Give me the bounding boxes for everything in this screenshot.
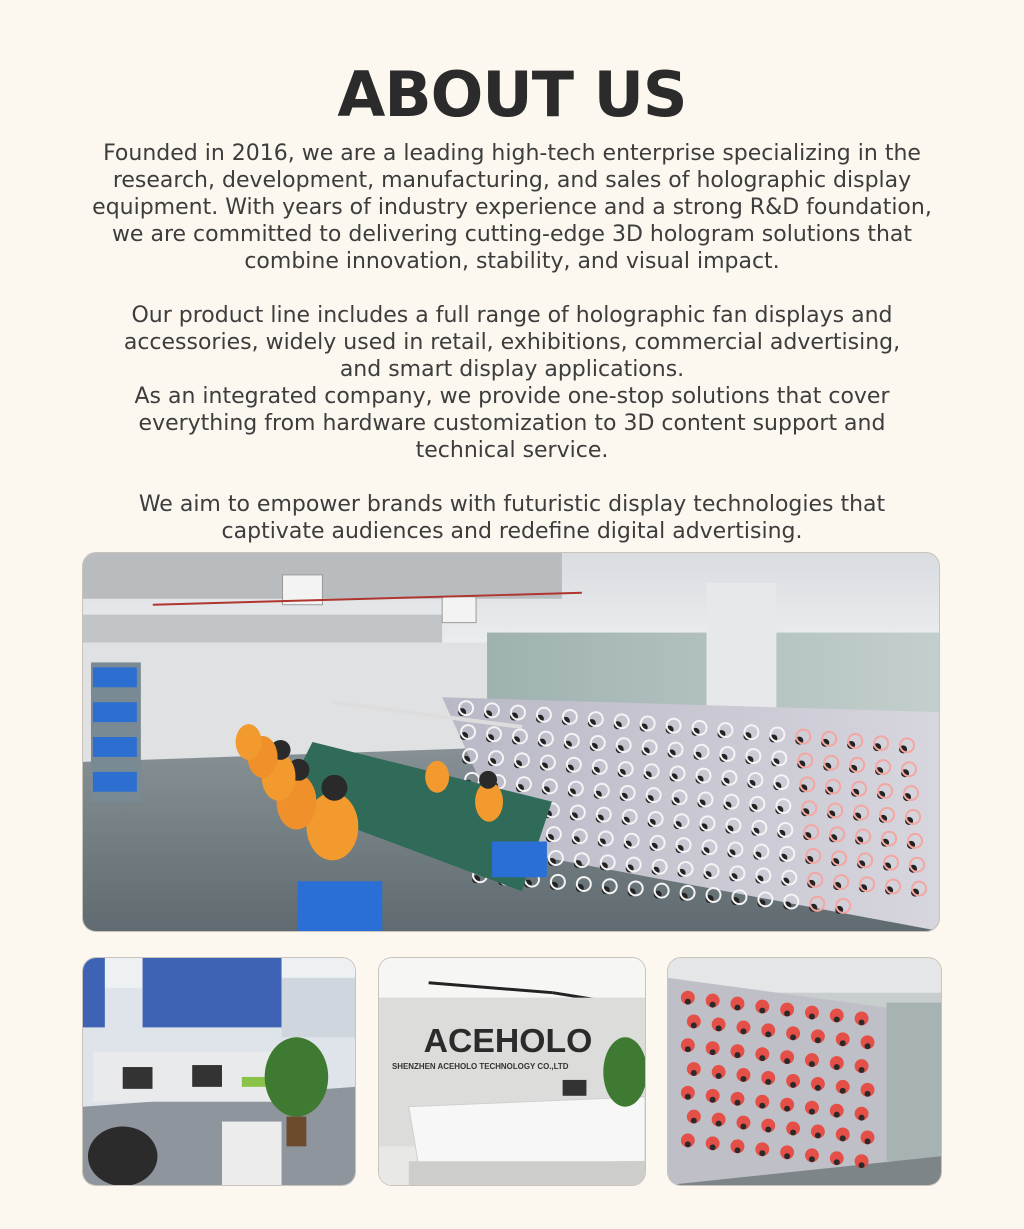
product-line: As an integrated company, we provide one-stop solutions that cover xyxy=(134,384,890,409)
intro-line: we are committed to delivering cutting-edge 3D hologram solutions that xyxy=(111,222,913,247)
reception-illustration xyxy=(379,958,645,1185)
intro-line: research, development, manufacturing, and sales of holographic display xyxy=(112,168,912,193)
product-line: everything from hardware customization to 3D content support and xyxy=(138,411,886,436)
intro-line: combine innovation, stability, and visual impact. xyxy=(244,249,780,274)
mission-line: We aim to empower brands with futuristic display technologies that xyxy=(138,492,886,517)
intro-line: Founded in 2016, we are a leading high-tech enterprise specializing in the xyxy=(103,141,921,166)
fan-display-illustration xyxy=(668,958,941,1185)
about-description xyxy=(92,140,932,545)
company-subtitle: SHENZHEN ACEHOLO TECHNOLOGY CO.,LTD xyxy=(392,1062,569,1072)
product-line: Our product line includes a full range of holographic fan displays and xyxy=(131,303,893,328)
fan-display-wall-photo xyxy=(667,957,942,1186)
product-line: accessories, widely used in retail, exhibitions, commercial advertising, xyxy=(123,330,901,355)
product-line: technical service. xyxy=(415,438,609,463)
mission-line: captivate audiences and redefine digital advertising. xyxy=(221,519,803,544)
intro-line: equipment. With years of industry experience and a strong R&D foundation, xyxy=(92,195,932,220)
company-logo: ACEHOLO xyxy=(423,1022,593,1061)
office-illustration xyxy=(83,958,355,1185)
page-title: ABOUT US xyxy=(337,58,687,131)
factory-floor-photo xyxy=(82,552,940,932)
reception-photo xyxy=(378,957,646,1186)
office-photo xyxy=(82,957,356,1186)
product-line: and smart display applications. xyxy=(339,357,685,382)
factory-floor-illustration xyxy=(83,553,939,931)
